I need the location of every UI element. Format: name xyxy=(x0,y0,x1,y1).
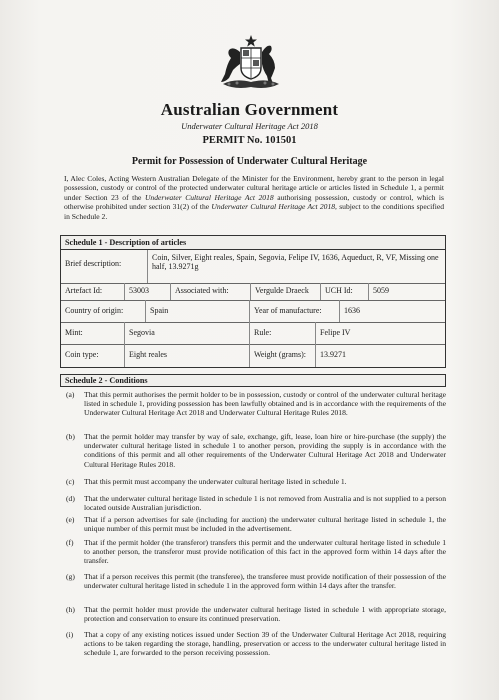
act-name: Underwater Cultural Heritage Act 2018 xyxy=(181,121,318,131)
mint-value: Segovia xyxy=(125,322,250,344)
condition-letter: (i) xyxy=(66,630,74,639)
condition-letter: (g) xyxy=(66,572,75,581)
country-value: Spain xyxy=(146,300,250,322)
cointype-value: Eight reales xyxy=(125,344,250,367)
condition-text: That a copy of any existing notices issued under Section 39 of the Underwater Cultural Heritage Act 2018, requiring actions to be taken regarding the storage, handling, preservation or access to the underwater cultural heritage listed in schedule 1, are forwarded to the person receiving possession. xyxy=(84,630,446,658)
rule-value: Felipe IV xyxy=(320,328,351,337)
intro-text-1: I, Alec Coles, Acting Western Australian Delegate of the Minister for the Environment, hereby grant to the person in legal possession, custody or control of the protected underwater cultural heritage article or articles listed in Schedule 1, a permit under Section 23 of the xyxy=(64,174,444,202)
condition-letter: (e) xyxy=(66,515,75,524)
condition-text: That this permit must accompany the underwater cultural heritage listed in schedule 1. xyxy=(84,477,347,486)
row-country xyxy=(61,300,445,323)
intro-paragraph xyxy=(64,174,444,221)
condition-text: That if the permit holder (the transferor) transfers this permit and the underwater cultural heritage listed in schedule 1 to another person, the transferor must provide notification of this fact in the approved form within 14 days after the transfer. xyxy=(84,538,446,566)
condition-letter: (h) xyxy=(66,605,75,614)
intro-act-ref-1: Underwater Cultural Heritage Act 2018 xyxy=(144,192,274,202)
intro-text-2: authorising possession, custody or control, which is otherwise prohibited under section 31(2) of the xyxy=(64,192,444,212)
brief-value: Coin, Silver, Eight reales, Spain, Segovia, Felipe IV, 1636, Aqueduct, R, VF, Missing one half, 13.9271g xyxy=(152,253,439,271)
country-label: Country of origin: xyxy=(61,300,146,322)
condition-text: That if a person receives this permit (the transferee), the transferee must provide notification of their possession of the underwater cultural heritage listed in schedule 1 in the approved form within 14 days after the transfer. xyxy=(84,572,446,591)
intro-act-ref-2: Underwater Cultural Heritage Act 2018, xyxy=(211,202,337,212)
row-coin-type xyxy=(61,344,445,367)
row-artefact xyxy=(61,283,445,301)
schedule-1-heading: Schedule 1 - Description of articles xyxy=(61,236,445,250)
government-name: Australian Government xyxy=(160,100,339,119)
condition-letter: (f) xyxy=(66,538,74,547)
condition-letter: (d) xyxy=(66,494,75,503)
condition-text: That this permit authorises the permit holder to be in possession, custody or control of the underwater cultural heritage listed in schedule 1, providing possession has been lawfully obtained and is in accordance with the requirements of the Underwater Cultural Heritage Act 2018 and Underwater Cultural Heritage Rules 2018. xyxy=(84,390,446,418)
condition-text: That if a person advertises for sale (including for auction) the underwater cultural heritage listed in schedule 1, the unique number of this permit must be included in the advertisement. xyxy=(84,515,446,534)
brief-label: Brief description: xyxy=(61,250,148,283)
schedule-2-heading: Schedule 2 - Conditions xyxy=(60,374,446,387)
uch-value: 5059 xyxy=(373,286,389,295)
intro-text-3: subject to the conditions specified in Schedule 2. xyxy=(64,202,444,221)
condition-text: That the permit holder may transfer by way of sale, exchange, gift, lease, loan hire or hire-purchase (the supply) the underwater cultural heritage listed in schedule 1 to another person, providing the supply is in accordance with the conditions of this permit and all other requirements of the Underwater Cultural Heritage Act 2018 and Underwater Cultural Heritage Rules 2018. xyxy=(84,432,446,469)
row-mint xyxy=(61,322,445,345)
schedule-1-table xyxy=(60,235,446,368)
condition-text: That the underwater cultural heritage listed in schedule 1 is not removed from Australia and is not supplied to a person located outside Australian jurisdiction. xyxy=(84,494,446,513)
cointype-label: Coin type: xyxy=(61,344,125,367)
mint-label: Mint: xyxy=(61,322,125,344)
associated-label: Associated with: xyxy=(171,283,251,300)
artefact-value: 53003 xyxy=(125,283,171,300)
row-brief-description xyxy=(61,250,445,284)
permit-number: PERMIT No. 101501 xyxy=(202,135,297,146)
condition-letter: (a) xyxy=(66,390,75,399)
year-value: 1636 xyxy=(344,306,360,315)
artefact-label: Artefact Id: xyxy=(61,283,125,300)
weight-label: Weight (grams): xyxy=(250,344,316,367)
condition-letter: (b) xyxy=(66,432,75,441)
weight-value: 13.9271 xyxy=(320,350,346,359)
condition-text: That the permit holder must provide the underwater cultural heritage listed in schedule 1 with appropriate storage, protection and conservation to ensure its continued preservation. xyxy=(84,605,446,624)
associated-value: Vergulde Draeck xyxy=(251,283,321,300)
rule-label: Rule: xyxy=(250,322,316,344)
condition-letter: (c) xyxy=(66,477,75,486)
uch-label: UCH Id: xyxy=(321,283,369,300)
australian-coat-of-arms-icon xyxy=(215,34,287,92)
year-label: Year of manufacture: xyxy=(250,300,340,322)
permit-title: Permit for Possession of Underwater Cultural Heritage xyxy=(131,156,368,167)
